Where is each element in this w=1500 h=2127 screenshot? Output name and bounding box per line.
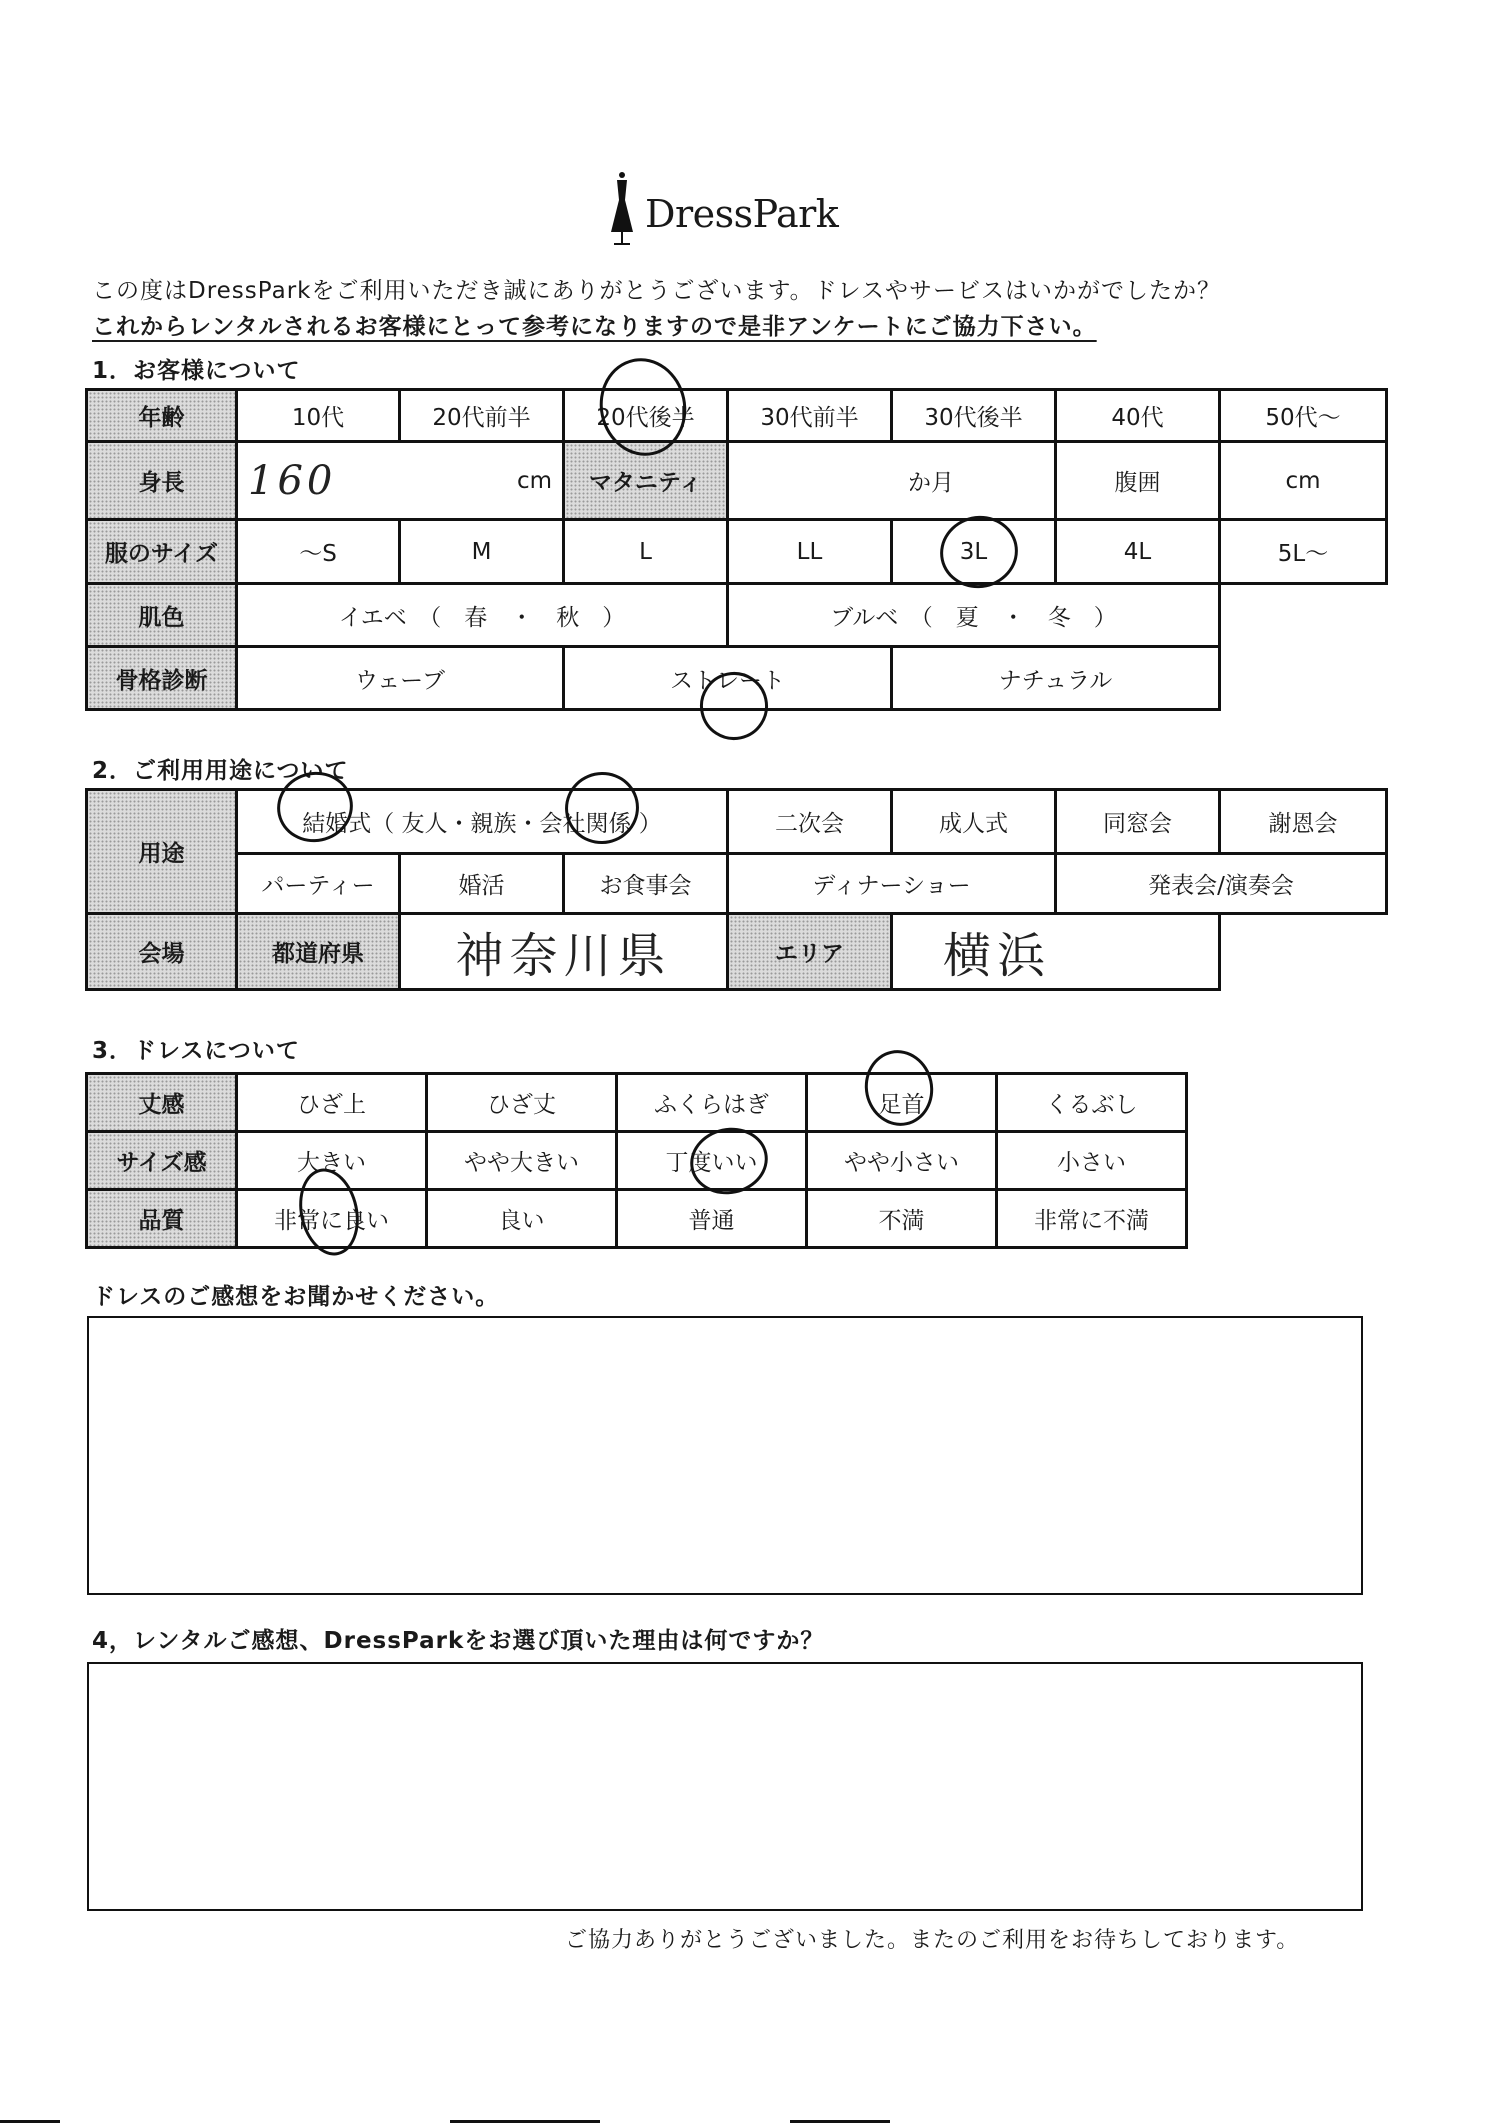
length-label: 丈感 [87,1074,237,1132]
skin-option-blue[interactable]: ブルベ （ 夏 ・ 冬 ） [728,584,1220,647]
section-4-title: 4，レンタルご感想、DressParkをお選び頂いた理由は何ですか？ [92,1628,825,1654]
maternity-label: マタニティ [564,442,728,520]
empty-cell [1220,584,1387,647]
age-option[interactable]: 30代前半 [728,390,892,442]
length-option[interactable]: ひざ丈 [427,1074,617,1132]
area-field[interactable] [892,914,1220,990]
venue-label: 会場 [87,914,237,990]
purpose-option[interactable]: 発表会/演奏会 [1056,854,1387,914]
age-option[interactable]: 30代後半 [892,390,1056,442]
purpose-wedding[interactable]: 結婚式（ 友人・親族・会社関係 ） [237,790,728,854]
height-field[interactable] [237,442,564,520]
size-option[interactable]: ～S [237,520,400,584]
size-label: 服のサイズ [87,520,237,584]
quality-option-selected[interactable]: 非常に良い [237,1190,427,1248]
quality-option[interactable]: 普通 [617,1190,807,1248]
length-option-selected[interactable]: 足首 [807,1074,997,1132]
size-option[interactable]: L [564,520,728,584]
scan-artifact [450,2120,600,2123]
frame-label: 骨格診断 [87,647,237,710]
quality-label: 品質 [87,1190,237,1248]
purpose-label: 用途 [87,790,237,914]
length-option[interactable]: ふくらはぎ [617,1074,807,1132]
purpose-option[interactable]: 二次会 [728,790,892,854]
purpose-option[interactable]: 同窓会 [1056,790,1220,854]
area-label: エリア [728,914,892,990]
purpose-option[interactable]: ディナーショー [728,854,1056,914]
skin-label: 肌色 [87,584,237,647]
dress-comment-prompt: ドレスのご感想をお聞かせください。 [92,1284,500,1310]
area-value: 横浜 [943,928,1052,984]
height-unit: cm [516,467,552,494]
age-option[interactable]: 40代 [1056,390,1220,442]
purpose-option[interactable]: お食事会 [564,854,728,914]
fit-option[interactable]: 小さい [997,1132,1187,1190]
waist-unit: cm [1285,467,1321,494]
skin-option-yellow[interactable]: イエベ （ 春 ・ 秋 ） [237,584,728,647]
size-option[interactable]: 5L～ [1220,520,1387,584]
waist-field[interactable] [1220,442,1387,520]
frame-option-selected[interactable]: ストレート [564,647,892,710]
quality-option[interactable]: 不満 [807,1190,997,1248]
age-option[interactable]: 50代～ [1220,390,1387,442]
size-option-selected[interactable]: 3L [892,520,1056,584]
empty-cell [1220,647,1387,710]
scan-artifact [0,2120,60,2123]
dress-icon [605,170,639,250]
fit-option[interactable]: やや小さい [807,1132,997,1190]
size-option[interactable]: 4L [1056,520,1220,584]
fit-label: サイズ感 [87,1132,237,1190]
quality-option[interactable]: 良い [427,1190,617,1248]
dress-comment-box[interactable] [87,1316,1363,1595]
dress-table [85,1072,1188,1249]
prefecture-label: 都道府県 [237,914,400,990]
maternity-months-field[interactable] [728,442,1056,520]
brand-name: DressPark [645,192,839,236]
prefecture-field[interactable] [400,914,728,990]
height-value: 160 [248,457,337,504]
length-option[interactable]: くるぶし [997,1074,1187,1132]
age-option[interactable]: 20代前半 [400,390,564,442]
quality-option[interactable]: 非常に不満 [997,1190,1187,1248]
frame-option[interactable]: ウェーブ [237,647,564,710]
scan-artifact [790,2120,890,2123]
purpose-option[interactable]: 婚活 [400,854,564,914]
months-unit: か月 [908,470,954,496]
intro-line-2: これからレンタルされるお客様にとって参考になりますので是非アンケートにご協力下さい。 [92,314,1097,340]
purpose-option[interactable]: 成人式 [892,790,1056,854]
size-option[interactable]: M [400,520,564,584]
frame-option[interactable]: ナチュラル [892,647,1220,710]
section-2-title: 2．ご利用用途について [92,758,349,784]
purpose-option[interactable]: 謝恩会 [1220,790,1387,854]
waist-label: 腹囲 [1056,442,1220,520]
fit-option[interactable]: やや大きい [427,1132,617,1190]
customer-table [85,388,1388,711]
length-option[interactable]: ひざ上 [237,1074,427,1132]
prefecture-value: 神奈川県 [455,928,672,984]
reason-comment-box[interactable] [87,1662,1363,1911]
intro-line-1: この度はDressParkをご利用いただき誠にありがとうございます。ドレスやサービスはいかがでしたか？ [92,278,1221,304]
age-option[interactable]: 10代 [237,390,400,442]
fit-option-selected[interactable]: 丁度いい [617,1132,807,1190]
brand-logo [605,170,845,250]
footer-thanks: ご協力ありがとうございました。またのご利用をお待ちしております。 [565,1928,1300,1953]
empty-cell [1220,914,1387,990]
size-option[interactable]: LL [728,520,892,584]
height-label: 身長 [87,442,237,520]
section-3-title: 3．ドレスについて [92,1038,300,1064]
fit-option[interactable]: 大きい [237,1132,427,1190]
purpose-option[interactable]: パーティー [237,854,400,914]
age-option-selected[interactable]: 20代後半 [564,390,728,442]
age-label: 年齢 [87,390,237,442]
section-1-title: 1．お客様について [92,358,301,384]
